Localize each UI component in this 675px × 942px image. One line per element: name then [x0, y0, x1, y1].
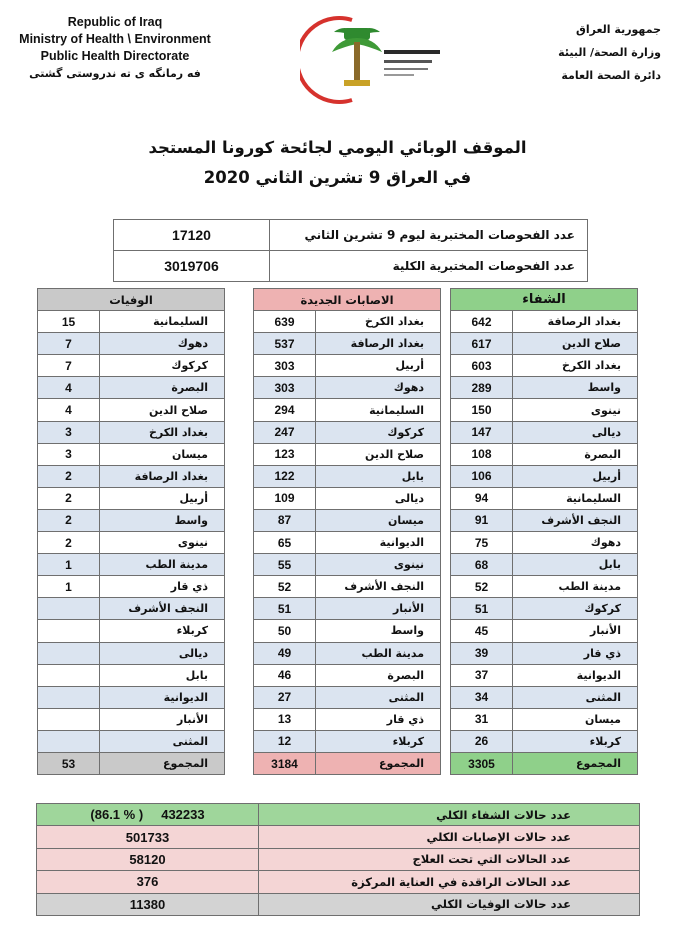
province-name: البصرة — [513, 443, 638, 465]
province-value: 1 — [38, 554, 100, 576]
province-value: 4 — [38, 377, 100, 399]
table-row — [254, 664, 441, 686]
province-value: 109 — [254, 487, 316, 509]
table-row — [451, 730, 638, 752]
province-value: 7 — [38, 355, 100, 377]
province-name: مدينة الطب — [100, 554, 225, 576]
province-name: الأنبار — [316, 598, 441, 620]
summary-value: 376 — [37, 871, 259, 893]
summary-row — [37, 871, 640, 893]
province-value: 52 — [451, 576, 513, 598]
province-value: 1 — [38, 576, 100, 598]
total-label: المجموع — [100, 752, 225, 774]
summary-value: 11380 — [37, 893, 259, 915]
table-row — [451, 664, 638, 686]
table-row — [38, 576, 225, 598]
province-value: 87 — [254, 509, 316, 531]
table-row — [451, 532, 638, 554]
province-value: 15 — [38, 311, 100, 333]
total-label: المجموع — [316, 752, 441, 774]
table-row — [254, 620, 441, 642]
header-arabic — [521, 18, 661, 87]
deaths-table — [37, 288, 225, 775]
summary-label: عدد حالات الإصابات الكلي — [259, 826, 640, 848]
province-name: ديالى — [100, 642, 225, 664]
province-name: الأنبار — [100, 708, 225, 730]
table-row — [451, 642, 638, 664]
province-value — [38, 598, 100, 620]
table-row — [38, 664, 225, 686]
province-name: ذي قار — [316, 708, 441, 730]
province-value: 52 — [254, 576, 316, 598]
province-name: النجف الأشرف — [316, 576, 441, 598]
province-name: المثنى — [316, 686, 441, 708]
province-value: 2 — [38, 509, 100, 531]
province-value: 75 — [451, 532, 513, 554]
table-row — [254, 708, 441, 730]
table-row — [254, 465, 441, 487]
province-name: البصرة — [316, 664, 441, 686]
province-value: 37 — [451, 664, 513, 686]
province-value: 91 — [451, 509, 513, 531]
province-value — [38, 708, 100, 730]
province-value: 55 — [254, 554, 316, 576]
province-value: 50 — [254, 620, 316, 642]
province-value: 12 — [254, 730, 316, 752]
table-row — [254, 686, 441, 708]
table-row — [451, 355, 638, 377]
province-value: 617 — [451, 333, 513, 355]
summary-value: 501733 — [37, 826, 259, 848]
province-value — [38, 686, 100, 708]
province-value: 13 — [254, 708, 316, 730]
summary-value: (86.1 % ) 432233 — [37, 804, 259, 826]
table-row — [254, 532, 441, 554]
total-row — [451, 752, 638, 774]
table-row — [254, 377, 441, 399]
province-name: الأنبار — [513, 620, 638, 642]
table-header-row — [38, 289, 225, 311]
province-value: 68 — [451, 554, 513, 576]
province-value — [38, 620, 100, 642]
table-row — [114, 251, 588, 282]
province-name: ديالى — [513, 421, 638, 443]
province-name: دهوك — [513, 532, 638, 554]
table-row — [254, 399, 441, 421]
table-row — [254, 730, 441, 752]
province-name: صلاح الدين — [100, 399, 225, 421]
province-name: الديوانية — [100, 686, 225, 708]
table-row — [254, 487, 441, 509]
province-value: 122 — [254, 465, 316, 487]
table-row — [38, 465, 225, 487]
table-row — [38, 708, 225, 730]
table-row — [38, 377, 225, 399]
table-row — [254, 355, 441, 377]
column-header: الشفاء — [451, 289, 638, 311]
province-name: بغداد الكرخ — [513, 355, 638, 377]
province-value: 303 — [254, 377, 316, 399]
ministry-logo — [300, 8, 450, 108]
summary-value: 58120 — [37, 848, 259, 870]
table-row — [38, 554, 225, 576]
province-value: 642 — [451, 311, 513, 333]
province-name: ميسان — [316, 509, 441, 531]
table-row — [38, 730, 225, 752]
table-row — [451, 620, 638, 642]
province-name: أربيل — [100, 487, 225, 509]
summary-row — [37, 804, 640, 826]
lab-tests-table — [113, 219, 588, 282]
province-name: المثنى — [100, 730, 225, 752]
province-name: السليمانية — [100, 311, 225, 333]
province-name: صلاح الدين — [316, 443, 441, 465]
province-value — [38, 664, 100, 686]
table-row — [38, 399, 225, 421]
table-row — [451, 465, 638, 487]
table-row — [38, 487, 225, 509]
province-value: 106 — [451, 465, 513, 487]
table-row — [451, 311, 638, 333]
province-value: 2 — [38, 532, 100, 554]
page-subtitle: في العراق 9 تشرين الثاني 2020 — [203, 168, 472, 187]
province-value: 123 — [254, 443, 316, 465]
province-name: ميسان — [513, 708, 638, 730]
header-en-line: Public Health Directorate — [40, 49, 190, 63]
summary-label: عدد حالات الوفيات الكلي — [259, 893, 640, 915]
table-row — [114, 220, 588, 251]
table-row — [254, 421, 441, 443]
province-name: ميسان — [100, 443, 225, 465]
table-row — [451, 554, 638, 576]
province-name: ذي قار — [100, 576, 225, 598]
total-row — [254, 752, 441, 774]
province-name: بابل — [100, 664, 225, 686]
table-row — [254, 642, 441, 664]
table-row — [451, 686, 638, 708]
header-en-line: Republic of Iraq — [67, 15, 163, 29]
province-name: أربيل — [513, 465, 638, 487]
daily-tests-value: 17120 — [114, 220, 270, 251]
province-name: ذي قار — [513, 642, 638, 664]
header-ar-line: جمهورية العراق — [576, 23, 661, 36]
summary-label: عدد الحالات التي تحت العلاج — [259, 848, 640, 870]
province-name: نينوى — [316, 554, 441, 576]
summary-row — [37, 893, 640, 915]
summary-row — [37, 826, 640, 848]
table-row — [254, 311, 441, 333]
province-name: ديالى — [316, 487, 441, 509]
total-value: 3184 — [254, 752, 316, 774]
province-name: واسط — [100, 509, 225, 531]
page-title: الموقف الوبائي اليومي لجائحة كورونا المستجد — [148, 138, 527, 157]
total-row — [38, 752, 225, 774]
table-row — [451, 377, 638, 399]
province-name: كركوك — [316, 421, 441, 443]
province-value: 2 — [38, 487, 100, 509]
province-name: النجف الأشرف — [100, 598, 225, 620]
province-name: دهوك — [100, 333, 225, 355]
table-row — [254, 509, 441, 531]
table-header-row — [254, 289, 441, 311]
recoveries-table — [450, 288, 638, 775]
table-row — [451, 487, 638, 509]
table-row — [451, 333, 638, 355]
header-en-line: فه رمانگه ى ته ندروستى گشتى — [29, 67, 201, 80]
summary-label: عدد الحالات الراقدة في العناية المركزة — [259, 871, 640, 893]
province-value: 108 — [451, 443, 513, 465]
table-row — [451, 509, 638, 531]
province-name: السليمانية — [316, 399, 441, 421]
province-name: بغداد الرصافة — [316, 333, 441, 355]
total-value: 3305 — [451, 752, 513, 774]
new-cases-table — [253, 288, 441, 775]
province-value: 303 — [254, 355, 316, 377]
province-value: 247 — [254, 421, 316, 443]
table-row — [38, 509, 225, 531]
province-name: بغداد الرصافة — [513, 311, 638, 333]
header-en-line: Ministry of Health \ Environment — [19, 32, 211, 46]
total-label: المجموع — [513, 752, 638, 774]
province-value: 603 — [451, 355, 513, 377]
daily-tests-label: عدد الفحوصات المختبرية ليوم 9 تشرين الثاني — [270, 220, 588, 251]
summary-row — [37, 848, 640, 870]
table-row — [254, 443, 441, 465]
province-value: 46 — [254, 664, 316, 686]
table-row — [38, 443, 225, 465]
province-name: نينوى — [513, 399, 638, 421]
table-row — [254, 576, 441, 598]
table-row — [254, 333, 441, 355]
province-name: أربيل — [316, 355, 441, 377]
table-row — [451, 443, 638, 465]
table-row — [451, 708, 638, 730]
table-row — [451, 576, 638, 598]
table-row — [451, 399, 638, 421]
total-value: 53 — [38, 752, 100, 774]
table-row — [451, 421, 638, 443]
province-value: 150 — [451, 399, 513, 421]
header-ar-line: وزارة الصحة/ البيئة — [558, 46, 661, 59]
province-name: البصرة — [100, 377, 225, 399]
table-row — [38, 311, 225, 333]
province-value: 51 — [254, 598, 316, 620]
table-row — [38, 355, 225, 377]
province-name: مدينة الطب — [316, 642, 441, 664]
header-english — [10, 14, 220, 82]
province-value: 65 — [254, 532, 316, 554]
province-value: 289 — [451, 377, 513, 399]
province-name: نينوى — [100, 532, 225, 554]
province-value — [38, 730, 100, 752]
province-name: مدينة الطب — [513, 576, 638, 598]
province-name: النجف الأشرف — [513, 509, 638, 531]
province-value: 45 — [451, 620, 513, 642]
table-row — [38, 686, 225, 708]
national-summary-table — [36, 803, 640, 916]
province-value: 294 — [254, 399, 316, 421]
province-value: 39 — [451, 642, 513, 664]
table-row — [38, 333, 225, 355]
province-name: الديوانية — [513, 664, 638, 686]
province-value — [38, 642, 100, 664]
province-name: كربلاء — [100, 620, 225, 642]
table-row — [38, 421, 225, 443]
province-name: بابل — [513, 554, 638, 576]
table-row — [38, 642, 225, 664]
province-name: كربلاء — [513, 730, 638, 752]
province-value: 7 — [38, 333, 100, 355]
province-value: 4 — [38, 399, 100, 421]
province-name: بغداد الكرخ — [316, 311, 441, 333]
province-value: 26 — [451, 730, 513, 752]
province-value: 94 — [451, 487, 513, 509]
total-tests-value: 3019706 — [114, 251, 270, 282]
province-value: 27 — [254, 686, 316, 708]
province-name: السليمانية — [513, 487, 638, 509]
province-value: 31 — [451, 708, 513, 730]
province-value: 537 — [254, 333, 316, 355]
table-header-row — [451, 289, 638, 311]
province-name: كركوك — [513, 598, 638, 620]
column-header: الوفيات — [38, 289, 225, 311]
province-name: بغداد الرصافة — [100, 465, 225, 487]
province-value: 2 — [38, 465, 100, 487]
province-name: صلاح الدين — [513, 333, 638, 355]
province-name: كركوك — [100, 355, 225, 377]
province-name: واسط — [513, 377, 638, 399]
table-row — [254, 598, 441, 620]
province-value: 3 — [38, 421, 100, 443]
province-value: 34 — [451, 686, 513, 708]
table-row — [254, 554, 441, 576]
column-header: الاصابات الجديدة — [254, 289, 441, 311]
province-value: 639 — [254, 311, 316, 333]
table-row — [38, 532, 225, 554]
province-name: بابل — [316, 465, 441, 487]
province-name: الديوانية — [316, 532, 441, 554]
province-name: دهوك — [316, 377, 441, 399]
table-row — [38, 620, 225, 642]
province-value: 3 — [38, 443, 100, 465]
province-name: كربلاء — [316, 730, 441, 752]
province-name: واسط — [316, 620, 441, 642]
total-tests-label: عدد الفحوصات المختبرية الكلية — [270, 251, 588, 282]
province-value: 51 — [451, 598, 513, 620]
table-row — [38, 598, 225, 620]
province-value: 147 — [451, 421, 513, 443]
province-value: 49 — [254, 642, 316, 664]
summary-label: عدد حالات الشفاء الكلي — [259, 804, 640, 826]
header-ar-line: دائرة الصحة العامة — [561, 69, 661, 82]
table-row — [451, 598, 638, 620]
province-name: المثنى — [513, 686, 638, 708]
province-name: بغداد الكرخ — [100, 421, 225, 443]
